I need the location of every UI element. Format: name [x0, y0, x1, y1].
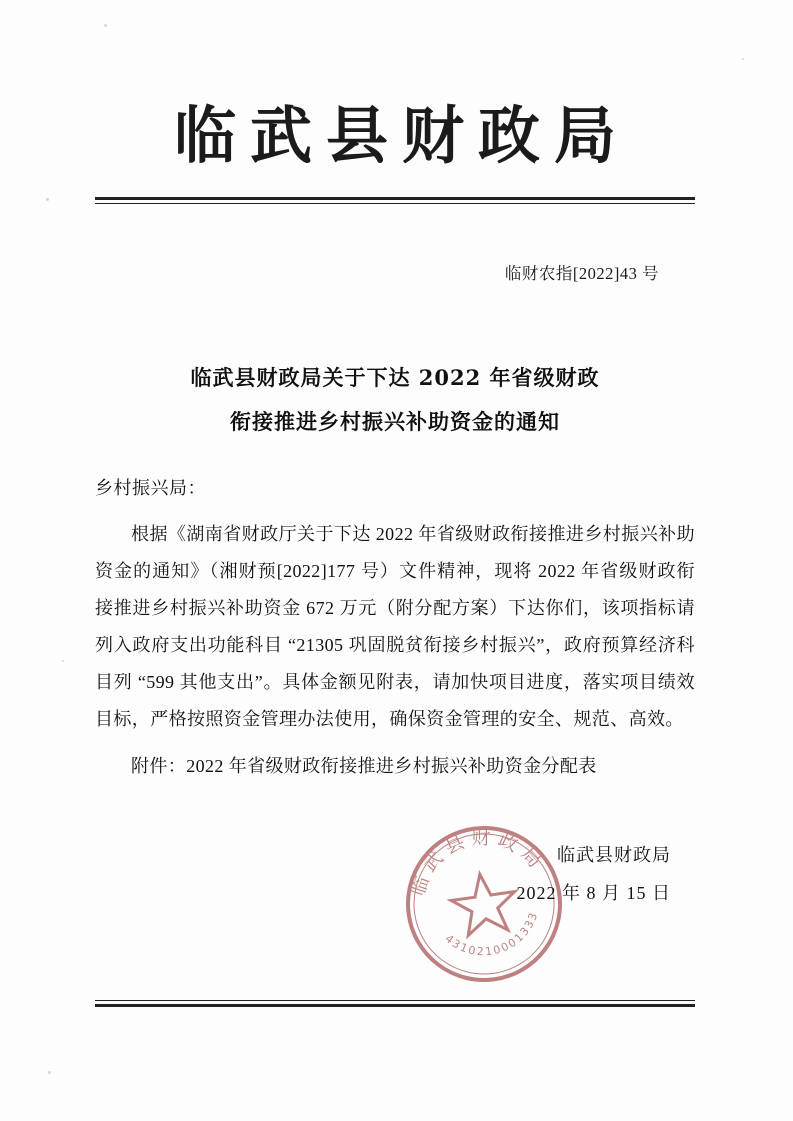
masthead: [95, 0, 695, 171]
scan-speckle: [742, 58, 744, 60]
masthead-divider: [95, 197, 695, 204]
signature-block: [95, 837, 695, 913]
scan-speckle: [62, 660, 64, 662]
body-paragraph: 根据《湖南省财政厅关于下达 2022 年省级财政衔接推进乡村振兴补助资金的通知》（湘财预[2022]177 号）文件精神，现将 2022 年省级财政衔接推进乡村振兴补助资金 672 万元（附分配方案）下达你们，该项指标请列入政府支出功能科目 “21305 巩固脱贫衔接乡村振兴”，政府预算经济科目列 “599 其他支出”。具体金额见附表，请加快项目进度，落实项目绩效目标，严格按照资金管理办法使用，确保资金管理的安全、规范、高效。: [95, 524, 695, 729]
page-title-line-2: 衔接推进乡村振兴补助资金的通知: [230, 409, 560, 435]
scan-speckle: [48, 1071, 51, 1074]
page-title-line-1: 临武县财政局关于下达 2022 年省级财政: [190, 365, 600, 391]
scan-speckle: [46, 198, 49, 201]
signature-issuer: 临武县财政局: [557, 844, 671, 865]
document-number: 临财农指[2022]43 号: [504, 264, 659, 284]
svg-text:4310210001333: 4310210001333: [442, 909, 541, 959]
page-title: [95, 356, 695, 444]
document-content: [95, 0, 695, 1121]
signature-date: 2022 年 8 月 15 日: [516, 882, 671, 903]
salutation: 乡村振兴局：: [95, 478, 206, 499]
footer-divider: [95, 1000, 695, 1007]
svg-text:临武县财政局: 临武县财政局: [406, 826, 550, 899]
masthead-title: 临武县财政局: [173, 99, 630, 172]
attachment-note: 附件：2022 年省级财政衔接推进乡村振兴补助资金分配表: [131, 755, 597, 776]
